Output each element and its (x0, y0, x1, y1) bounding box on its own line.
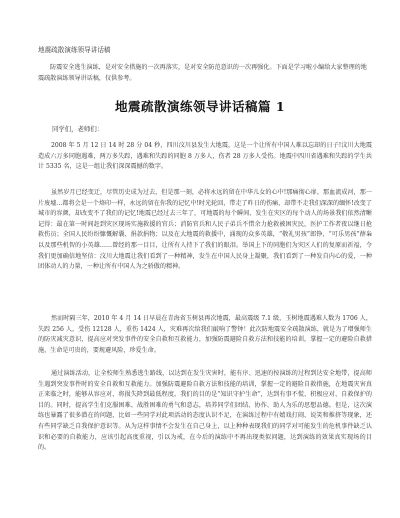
intro-paragraph: 防震安全逃生演练，是对安全措施的一次再落实，是对安全防范意识的一次再强化。下面是学习啦小编给大家整理的地震疏散演练领导讲话稿，仅供参考。 (38, 64, 367, 82)
document-title: 地震疏散演练领导讲话稿 (38, 46, 111, 54)
body-paragraph: 然而时隔三年，2010 年 4 月 14 日早晨在青海省玉树县再次地震，最高震级 7.1 级，玉树地震遇难人数为 1706 人，失踪 256 人，受伤 12128 人，重伤 1424 人，灾难再次给我们敲响了警钟！此次防地震安全疏散演练，就是为了增强师生的防灾减灾意识，提高应对突发事件的安全自救和互救能力，加强防震避险自救方法和技能的培训，掌握一定的避险自救措施，生命是可贵的，要规避风险，珍爱生命。 (38, 315, 372, 354)
body-paragraph: 虽然岁月已经变迁，尽管历史成为过去，但是那一刻，必将永远的留在中华儿女的心中!那痛彻心扉，那血流成河，那一片废墟…都将会是一个烙印一样，永远的留在你我的记忆中!时光轮回，带走了昨日的伤痛，却带不走我们深深的缅怀!改变了城市的容颜，却改变不了我们的记忆!地震已经过去三年了，可地震的每个瞬间，发生在灾区的每个动人的场景我们依然清晰记得：最在第一时间赶到灾区现场实施救援的官兵；消防官兵和人民子弟兵不惜余力抢救被困灾民，医护工作者夜以继日抢救伤员；全国人民纷纷慷慨解囊、捐款捐物；以及在大地震的救援中，涌现的众多英雄，“敬礼男孩”郎铮、“可乐男孩”薛枭以及那些机智的小英雄……曾经的那一目目，让所有人持下了我们的眼泪。举国上下的同胞们为灾区人们的复原而祈福，令我们更加确信地坚信：汶川大地震让我们看到了一种精神，发生在中国人民身上凝聚，我们看到了一种发自内心的爱，一种团体动人的力量，一种让所有中国人为之骄傲的精神。 (38, 189, 372, 271)
body-paragraph: 通过演练活动，让全校师生熟悉逃生路线，以达到在发生灾害时，能有序、迅速的按演练的过程到达安全地带，提高师生遇到突发事件时的安全自救和互救能力。加强防震避险自救方法和技能的培训，掌握一定的避险自救措施，在地震灾害真正来临之时，能够从容应对，将损失降到最低程度。我们的目的是“知识守护生命”，达到有事不慌、积极应对、自救保护的目的。同时，提高学生们克服困难、战胜困难的勇气和意志，培养同学们团结、协作、助人为乐的思想品德。但是，这次演练也暴露了很多潜在的问题，比如一些同学对此项活动的态度认识不足，在演练过程中有嬉戏打闹、说笑和推挤等现象，还有些同学缺乏自我保护意识等。从为这样事情不会发生在自己身上，以上种种表现我们的同学对可能发生的危机事件缺乏认识和必要的自救能力，应该引起高度重视，引以为戒，在今后的演练中不再出现类似问题，达到演练的效果真实现场的目的。 (38, 370, 372, 452)
greeting: 同学们，老师们： (52, 125, 104, 133)
speech-heading: 地震疏散演练领导讲话稿篇 1 (114, 99, 286, 114)
body-paragraph: 2008 年 5 月 12 日 14 时 28 分 04 秒，四川汶川县发生大地震，这是一个让所有中国人难以忘却的日子!汶川大地震造成六万多同胞遇难，两万多失踪，遇难和失踪的同胞 8 万多人，伤者 28 万多人受伤。地震中四川省遇难和失踪的学生共计 5335 名，这是一组让我们深深震撼的数字。 (38, 142, 372, 171)
